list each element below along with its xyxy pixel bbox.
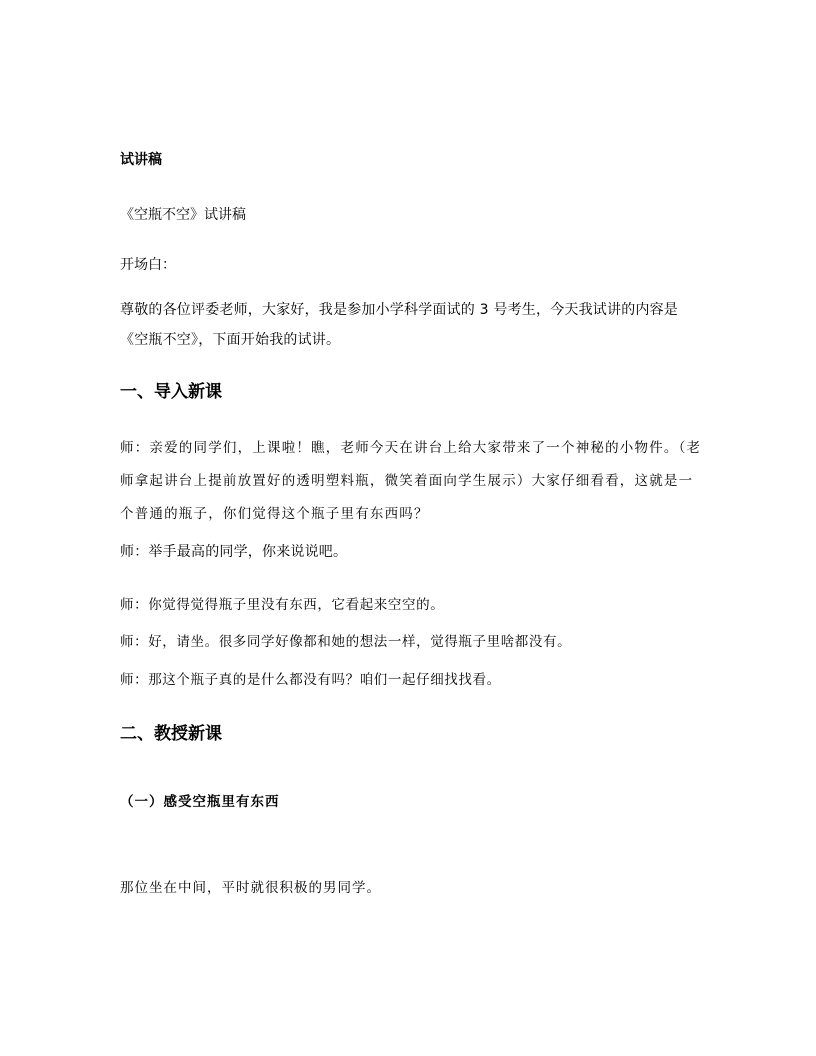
- body-paragraph: 那位坐在中间，平时就很积极的男同学。: [120, 880, 381, 896]
- opening-paragraph: 尊敬的各位评委老师，大家好，我是参加小学科学面试的 3 号考生，今天我试讲的内容是《空瓶不空》，下面开始我的试讲。: [120, 302, 679, 348]
- teacher-line: 师：那这个瓶子真的是什么都没有吗？咱们一起仔细找找看。: [120, 672, 501, 688]
- teacher-line: 师：亲爱的同学们，上课啦！瞧，老师今天在讲台上给大家带来了一个神秘的小物件。（老师拿起讲台上提前放置好的透明塑料瓶，微笑着面向学生展示）大家仔细看看，这就是一个普通的瓶子，你们觉得这个瓶子里有东西吗？: [120, 440, 702, 522]
- teacher-line: 师：好，请坐。很多同学好像都和她的想法一样，觉得瓶子里啥都没有。: [120, 634, 572, 650]
- teacher-line: 师：你觉得觉得瓶子里没有东西，它看起来空空的。: [120, 597, 445, 613]
- opening-label: 开场白：: [120, 257, 176, 273]
- lesson-title: 《空瓶不空》试讲稿: [120, 207, 246, 223]
- document-title: 试讲稿: [120, 152, 162, 168]
- teacher-line: 师：举手最高的同学，你来说说吧。: [120, 544, 348, 560]
- section-heading-intro: 一、导入新课: [120, 382, 222, 402]
- section-heading-teaching: 二、教授新课: [120, 724, 222, 744]
- subsection-heading: （一）感受空瓶里有东西: [120, 794, 280, 810]
